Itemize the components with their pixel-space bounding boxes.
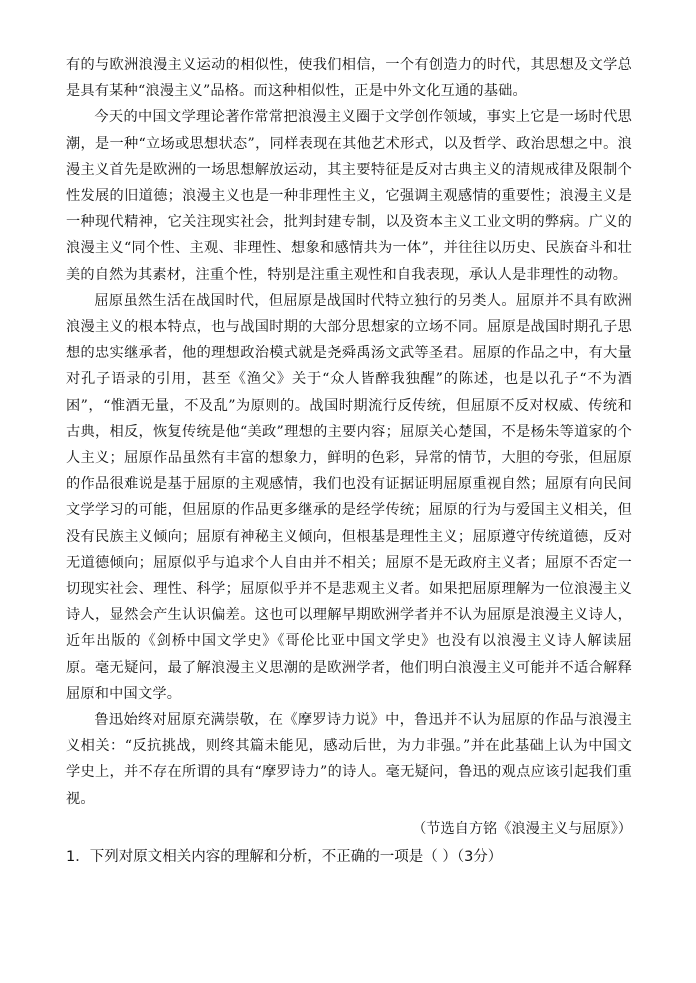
question-1: 1．下列对原文相关内容的理解和分析，不正确的一项是（ ）（3分） <box>66 848 503 865</box>
article-paragraph-2: 今天的中国文学理论著作常常把浪漫主义圈于文学创作领域，事实上它是一场时代思潮，是一种“立场或思想状态”，同样表现在其他艺术形式，以及哲学、政治思想之中。浪漫主义首先是欧洲的一场思想解放运动，其主要特征是反对古典主义的清规戒律及限制个性发展的旧道德；浪漫主义也是一种非理性主义，它强调主观感情的重要性；浪漫主义是一种现代精神，它关注现实社会，批判封建专制，以及资本主义工业文明的弊病。广义的浪漫主义“同个性、主观、非理性、想象和感情共为一体”，并往往以历史、民族奋斗和壮美的自然为其素材，注重个性，特别是注重主观性和自我表现，承认人是非理性的动物。 <box>66 109 632 283</box>
document-page <box>66 52 632 870</box>
article-paragraph-4: 鲁迅始终对屈原充满崇敬，在《摩罗诗力说》中，鲁迅并不认为屈原的作品与浪漫主义相关：“反抗挑战，则终其篇未能见，感动后世，为力非强。”并在此基础上认为中国文学史上，并不存在所谓的具有“摩罗诗力”的诗人。毫无疑问，鲁迅的观点应该引起我们重视。 <box>66 712 632 807</box>
article-paragraph-1: 有的与欧洲浪漫主义运动的相似性，使我们相信，一个有创造力的时代，其思想及文学总是具有某种“浪漫主义”品格。而这种相似性，正是中外文化互通的基础。 <box>66 57 632 100</box>
article-paragraph-3: 屈原虽然生活在战国时代，但屈原是战国时代特立独行的另类人。屈原并不具有欧洲浪漫主义的根本特点，也与战国时期的大部分思想家的立场不同。屈原是战国时期孔子思想的忠实继承者，他的理想政治模式就是尧舜禹汤文武等圣君。屈原的作品之中，有大量对孔子语录的引用，甚至《渔父》关于“众人皆醉我独醒”的陈述，也是以孔子“不为酒困”，“惟酒无量，不及乱”为原则的。战国时期流行反传统，但屈原不反对权威、传统和古典，相反，恢复传统是他“美政”理想的主要内容；屈原关心楚国，不是杨朱等道家的个人主义；屈原作品虽然有丰富的想象力，鲜明的色彩，异常的情节，大胆的夸张，但屈原的作品很难说是基于屈原的主观感情，我们也没有证据证明屈原重视自然；屈原有向民间文学学习的可能，但屈原的作品更多继承的是经学传统；屈原的行为与爱国主义相关，但没有民族主义倾向；屈原有神秘主义倾向，但根基是理性主义；屈原遵守传统道德，反对无道德倾向；屈原似乎与追求个人自由并不相关；屈原不是无政府主义者；屈原不否定一切现实社会、理性、科学；屈原似乎并不是悲观主义者。如果把屈原理解为一位浪漫主义诗人，显然会产生认识偏差。这也可以理解早期欧洲学者并不认为屈原是浪漫主义诗人，近年出版的《剑桥中国文学史》《哥伦比亚中国文学史》也没有以浪漫主义诗人解读屈原。毫无疑问，最了解浪漫主义思潮的是欧洲学者，他们明白浪漫主义可能并不适合解释屈原和中国文学。 <box>66 292 632 702</box>
source-citation: （节选自方铭《浪漫主义与屈原》） <box>412 820 632 837</box>
